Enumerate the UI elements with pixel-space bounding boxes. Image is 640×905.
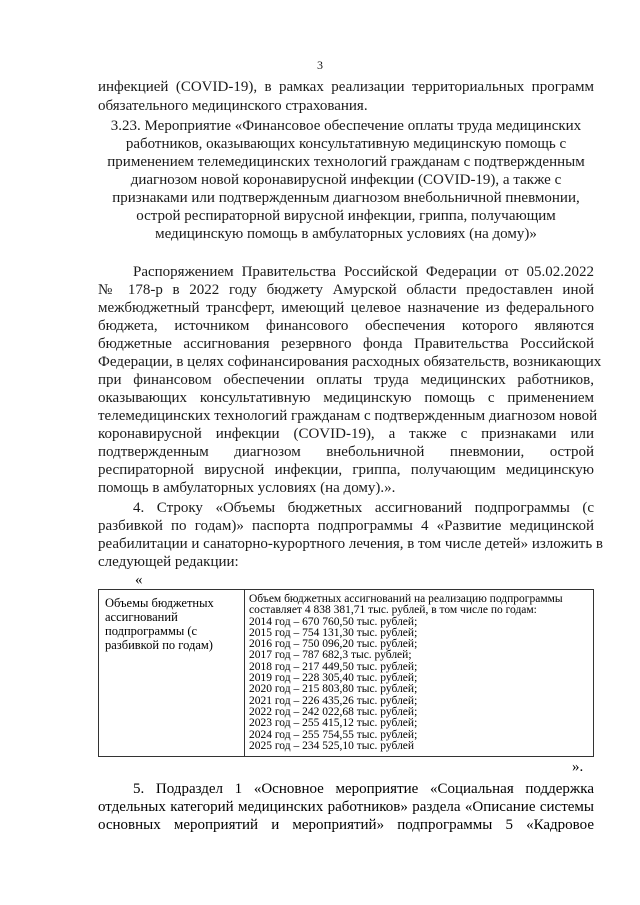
heading-line-6: острой респираторной вирусной инфекции, гриппа, получающим xyxy=(136,208,556,224)
close-quote: ». xyxy=(572,759,584,775)
left-cell-line: подпрограммы (с xyxy=(105,624,198,638)
para1-line-1: инфекцией (COVID-19), в рамках реализации территориальных программ xyxy=(98,79,594,95)
year-row: 2023 год – 255 415,12 тыс. рублей; xyxy=(249,717,418,730)
right-cell-line: Объем бюджетных ассигнований на реализацию подпрограммы xyxy=(249,593,563,605)
left-cell-line: разбивкой по годам) xyxy=(105,638,213,652)
heading-line-2: работников, оказывающих консультативную медицинскую помощь с xyxy=(125,136,567,152)
para4-line-2: отдельных категорий медицинских работников» раздела «Описание системы xyxy=(98,799,594,815)
year-row: 2014 год – 670 760,50 тыс. рублей; xyxy=(249,615,418,628)
para2-line-2: № 178-р в 2022 году бюджету Амурской области предоставлен иной xyxy=(98,282,594,298)
budget-table xyxy=(98,589,594,757)
year-row: 2025 год – 234 525,10 тыс. рублей xyxy=(249,739,415,752)
para4-line-1: 5. Подраздел 1 «Основное мероприятие «Социальная поддержка xyxy=(133,781,594,797)
right-cell-line: составляет 4 838 381,71 тыс. рублей, в том числе по годам: xyxy=(249,604,537,617)
para2-line-9: телемедицинских технологий гражданам с подтвержденным диагнозом новой xyxy=(98,408,598,424)
para2-line-4: бюджета, источником финансового обеспечения которого являются xyxy=(98,318,594,334)
left-cell-line: ассигнований xyxy=(105,610,178,624)
para2-line-13: помощь в амбулаторных условиях (на дому).». xyxy=(98,480,396,496)
year-row: 2015 год – 754 131,30 тыс. рублей; xyxy=(249,626,418,639)
table-left-cell xyxy=(105,596,239,652)
para4-line-3: основных мероприятий и мероприятий» подпрограммы 5 «Кадровое xyxy=(98,817,594,833)
para2-line-8: оказывающих консультативную медицинскую помощь с применением xyxy=(98,390,594,406)
para2-line-7: при финансовом обеспечении оплаты труда медицинских работников, xyxy=(98,372,594,388)
year-row: 2016 год – 750 096,20 тыс. рублей; xyxy=(249,638,418,651)
para2-line-6: Федерации, в целях софинансирования расходных обязательств, возникающих xyxy=(98,354,602,370)
heading-line-5: признаками или подтвержденным диагнозом внебольничной пневмонии, xyxy=(112,190,580,206)
heading-line-7: медицинскую помощь в амбулаторных условиях (на дому)» xyxy=(155,226,537,242)
para2-line-3: межбюджетный трансферт, имеющий целевое назначение из федерального xyxy=(98,300,594,316)
year-row: 2020 год – 215 803,80 тыс. рублей; xyxy=(249,683,418,696)
year-row: 2021 год – 226 435,26 тыс. рублей; xyxy=(249,694,418,707)
table-right-cell xyxy=(249,594,589,752)
para2-line-11: подтвержденным диагнозом внебольничной пневмонии, острой xyxy=(98,444,594,460)
para3-line-2: разбивкой по годам)» паспорта подпрограммы 4 «Развитие медицинской xyxy=(98,518,594,534)
heading-line-1: 3.23. Мероприятие «Финансовое обеспечение оплаты труда медицинских xyxy=(110,118,582,134)
para3-line-1: 4. Строку «Объемы бюджетных ассигнований подпрограммы (с xyxy=(133,500,594,516)
para3-line-3: реабилитации и санаторно-курортного лечения, в том числе детей» изложить в xyxy=(98,536,603,552)
para1-line-2: обязательного медицинского страхования. xyxy=(98,98,368,114)
table-divider xyxy=(244,590,245,756)
para2-line-5: бюджетные ассигнования резервного фонда Правительства Российской xyxy=(98,336,594,352)
year-row: 2019 год – 228 305,40 тыс. рублей; xyxy=(249,672,418,685)
year-row: 2022 год – 242 022,68 тыс. рублей; xyxy=(249,705,418,718)
year-row: 2024 год – 255 754,55 тыс. рублей; xyxy=(249,728,418,741)
para2-line-1: Распоряжением Правительства Российской Федерации от 05.02.2022 xyxy=(133,264,594,280)
open-quote: « xyxy=(135,572,143,588)
para3-line-4: следующей редакции: xyxy=(98,554,239,570)
heading-line-4: диагнозом новой коронавирусной инфекции (COVID-19), а также с xyxy=(130,172,562,188)
left-cell-line: Объемы бюджетных xyxy=(105,596,214,610)
year-row: 2018 год – 217 449,50 тыс. рублей; xyxy=(249,660,418,673)
heading-line-3: применением телемедицинских технологий гражданам с подтвержденным xyxy=(107,154,585,170)
para2-line-12: респираторной вирусной инфекции, гриппа, получающим медицинскую xyxy=(98,462,594,478)
para2-line-10: коронавирусной инфекции (COVID-19), а также с признаками или xyxy=(98,426,594,442)
page-number: 3 xyxy=(317,58,323,72)
year-row: 2017 год – 787 682,3 тыс. рублей; xyxy=(249,649,412,662)
